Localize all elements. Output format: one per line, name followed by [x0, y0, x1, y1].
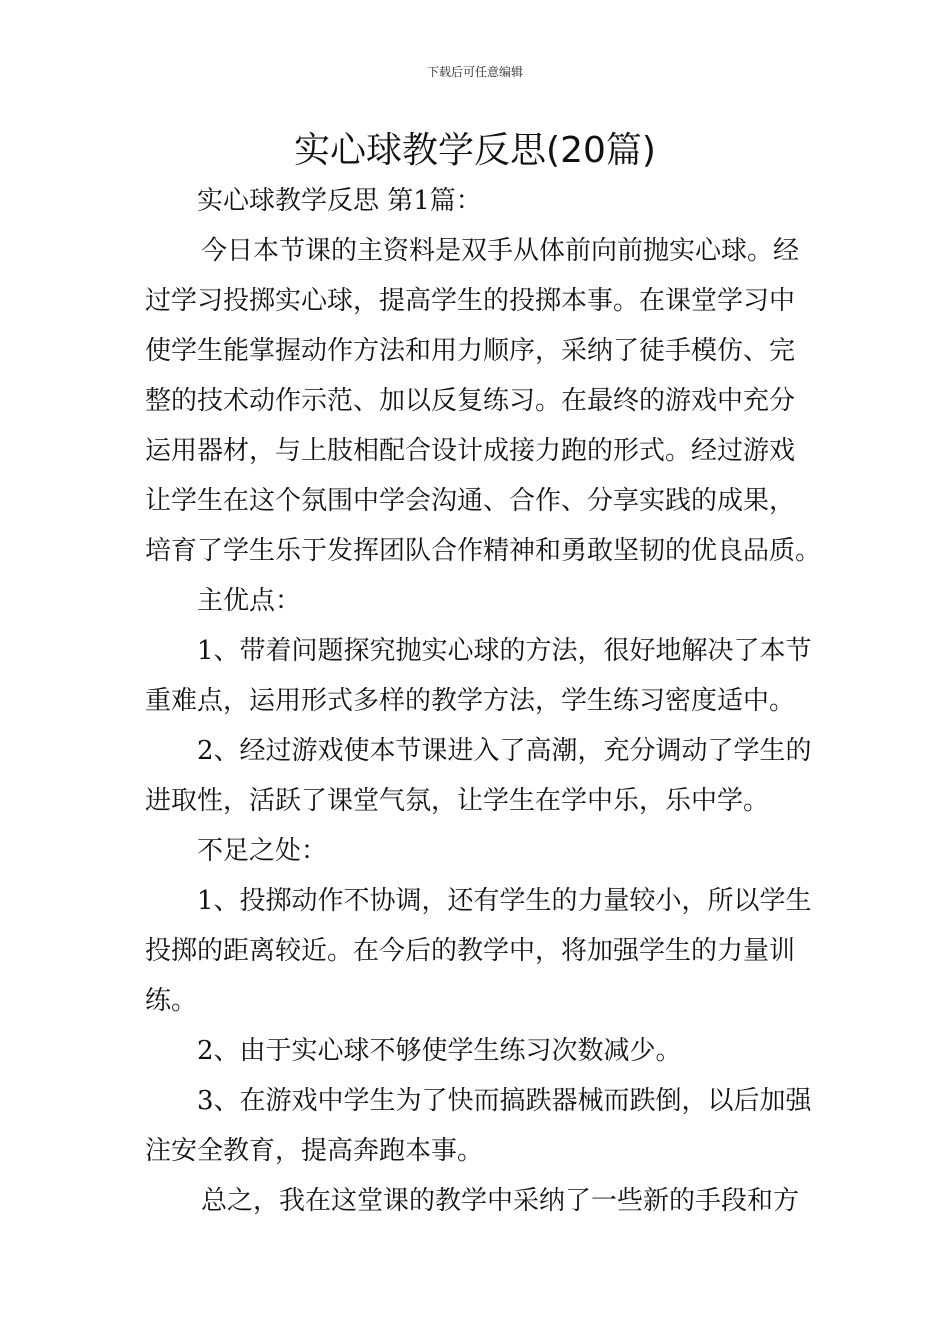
- advantages-heading: 主优点：: [197, 586, 302, 616]
- section-subtitle: 实心球教学反思 第1篇：: [197, 186, 482, 216]
- paragraph-line: 练。: [145, 986, 198, 1016]
- paragraph-line: 让学生在这个氛围中学会沟通、合作、分享实践的成果，: [145, 486, 796, 516]
- paragraph-line: 培育了学生乐于发挥团队合作精神和勇敢坚韧的优良品质。: [145, 536, 822, 566]
- paragraph-line: 今日本节课的主资料是双手从体前向前抛实心球。经: [201, 236, 800, 266]
- document-body: [145, 176, 822, 1226]
- conclusion-paragraph: [145, 1176, 810, 1226]
- intro-paragraph: [145, 226, 822, 576]
- paragraph-line: 2、由于实心球不够使学生练习次数减少。: [197, 1036, 682, 1066]
- advantage-item: [145, 626, 810, 726]
- paragraph-line: 使学生能掌握动作方法和用力顺序，采纳了徒手模仿、完: [145, 336, 796, 366]
- paragraph-line: 重难点，运用形式多样的教学方法，学生练习密度适中。: [145, 686, 796, 716]
- paragraph-line: 1、投掷动作不协调，还有学生的力量较小，所以学生: [197, 886, 812, 916]
- paragraph-line: 总之，我在这堂课的教学中采纳了一些新的手段和方: [201, 1186, 800, 1216]
- paragraph-line: 整的技术动作示范、加以反复练习。在最终的游戏中充分: [145, 386, 796, 416]
- header-note: 下载后可任意编辑: [426, 65, 523, 79]
- paragraph-line: 投掷的距离较近。在今后的教学中，将加强学生的力量训: [145, 936, 796, 966]
- paragraph-line: 1、带着问题探究抛实心球的方法，很好地解决了本节: [197, 636, 812, 666]
- shortcoming-item: [145, 876, 810, 1026]
- shortcomings-heading: 不足之处：: [197, 836, 328, 866]
- paragraph-line: 运用器材，与上肢相配合设计成接力跑的形式。经过游戏: [145, 436, 796, 466]
- shortcoming-item: [145, 1026, 810, 1076]
- paragraph-line: 注安全教育，提高奔跑本事。: [145, 1136, 484, 1166]
- document-title: 实心球教学反思(20篇): [294, 130, 656, 171]
- advantage-item: [145, 726, 810, 826]
- paragraph-line: 过学习投掷实心球，提高学生的投掷本事。在课堂学习中: [145, 286, 796, 316]
- paragraph-line: 2、经过游戏使本节课进入了高潮，充分调动了学生的: [197, 736, 812, 766]
- paragraph-line: 进取性，活跃了课堂气氛，让学生在学中乐，乐中学。: [145, 786, 770, 816]
- shortcoming-item: [145, 1076, 810, 1176]
- paragraph-line: 3、在游戏中学生为了快而搞跌器械而跌倒，以后加强: [197, 1086, 812, 1116]
